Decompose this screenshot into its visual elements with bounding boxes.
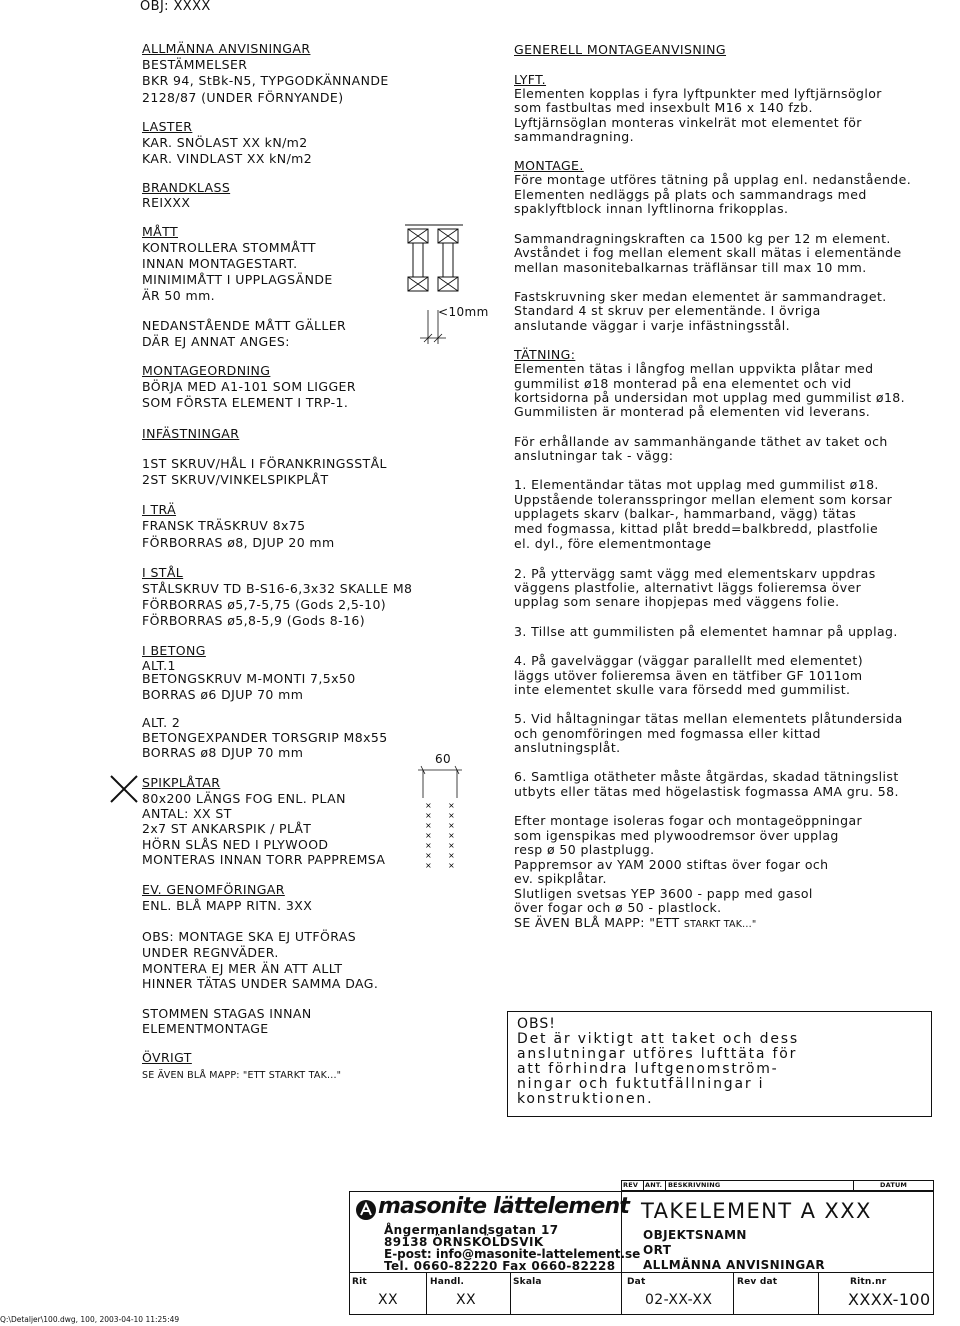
company-address: Ångermanlandsgatan 17	[384, 1223, 559, 1237]
text-line: Elementen kopplas i fyra lyftpunkter med lyftjärnsöglor	[514, 86, 882, 101]
text-line: som fastbultas med insexbult M16 x 140 fzb.	[514, 100, 813, 115]
text-line: Avståndet i fog mellan element skall mätas i elementände	[514, 245, 902, 260]
section-head-wood: I TRÄ	[142, 502, 177, 517]
text-line: upplag som senare ihopjepas med väggens folie.	[514, 594, 840, 609]
svg-text:×: ×	[448, 861, 455, 870]
obs-notice-head: OBS!	[517, 1016, 556, 1032]
text-line: REIXXX	[142, 195, 191, 210]
section-head-penetrations: EV. GENOMFÖRINGAR	[142, 882, 285, 897]
obs-notice-line: Det är viktigt att taket och dess	[517, 1031, 799, 1047]
text-line: 2x7 ST ANKARSPIK / PLÅT	[142, 821, 312, 836]
text-line: Slutligen svetsas YEP 3600 - papp med gasol	[514, 886, 813, 901]
text-line: resp ø 50 plastplugg.	[514, 842, 655, 857]
section-head-steel: I STÅL	[142, 565, 184, 580]
text-line: ALT.1	[142, 658, 176, 673]
text-line: KAR. VINDLAST XX kN/m2	[142, 151, 313, 166]
text-line: ev. spikplåtar.	[514, 871, 607, 886]
text-line: BORRAS ø8 DJUP 70 mm	[142, 745, 304, 760]
ant-label: ANT.	[645, 1181, 663, 1189]
object-name: OBJEKTSNAMN	[643, 1228, 747, 1242]
text-line: BORRAS ø6 DJUP 70 mm	[142, 687, 304, 702]
text-line: 6. Samtliga otätheter måste åtgärdas, skadad tätningslist	[514, 769, 899, 784]
text-line: anslutande väggar i varje infästningsstål.	[514, 318, 791, 333]
description-label: BESKRIVNING	[668, 1181, 721, 1189]
text-line: anslutningar tak - vägg:	[514, 448, 674, 463]
drawing-title: TAKELEMENT A XXX	[641, 1199, 872, 1223]
text-line: FÖRBORRAS ø5,7-5,75 (Gods 2,5-10)	[142, 597, 387, 612]
svg-text:×: ×	[425, 861, 432, 870]
section-head-nail-plates: SPIKPLÅTAR	[142, 775, 221, 790]
text-line: STOMMEN STAGAS INNAN	[142, 1006, 312, 1021]
svg-text:×: ×	[425, 821, 432, 830]
text-line: 5. Vid håltagningar tätas mellan elementets plåtundersida	[514, 711, 903, 726]
text-line: BESTÄMMELSER	[142, 57, 248, 72]
text-line: 2. På yttervägg samt vägg med elementskarv uppdras	[514, 566, 876, 581]
text-line: MINIMIMÅTT I UPPLAGSÄNDE	[142, 272, 333, 287]
scale-label: Skala	[513, 1277, 542, 1287]
drawing-number-value: XXXX-100	[848, 1290, 931, 1309]
rev-date-label: Rev dat	[737, 1277, 778, 1287]
text-line: BKR 94, StBk-N5, TYPGODKÄNNANDE	[142, 73, 389, 88]
drawing-subtitle: ALLMÄNNA ANVISNINGAR	[643, 1258, 826, 1272]
section-head-sealing: TÄTNING:	[514, 347, 576, 362]
section-head-lifting: LYFT.	[514, 72, 547, 87]
text-line: el. dyl., före elementmontage	[514, 536, 712, 551]
joint-gap-sketch	[400, 222, 490, 347]
text-line: 2ST SKRUV/VINKELSPIKPLÅT	[142, 472, 329, 487]
section-head-general: ALLMÄNNA ANVISNINGAR	[142, 41, 311, 56]
gap-dimension-label: <10mm	[438, 305, 489, 319]
obs-notice-line: anslutningar utföres lufttäta för	[517, 1046, 798, 1062]
svg-text:×: ×	[448, 821, 455, 830]
rev-label: REV	[623, 1181, 639, 1189]
text-line: Efter montage isoleras fogar och montageöppningar	[514, 813, 863, 828]
text-line: UNDER REGNVÄDER.	[142, 945, 279, 960]
see-also-title: STARKT TAK..."	[683, 919, 757, 930]
nail-plate-sketch	[412, 768, 472, 878]
text-line: 4. På gavelväggar (väggar parallellt med elementet)	[514, 653, 863, 668]
text-line: OBS: MONTAGE SKA EJ UTFÖRAS	[142, 929, 357, 944]
text-line: ALT. 2	[142, 715, 181, 730]
text-line: Sammandragningskraften ca 1500 kg per 12 m element.	[514, 231, 891, 246]
text-line: KAR. SNÖLAST XX kN/m2	[142, 135, 308, 150]
text-line: För erhållande av sammanhängande täthet av taket och	[514, 434, 888, 449]
text-line: 80x200 LÄNGS FOG ENL. PLAN	[142, 791, 346, 806]
text-line: ENL. BLÅ MAPP RITN. 3XX	[142, 898, 313, 913]
text-line: Standard 4 st skruv per elementände. I övriga	[514, 303, 821, 318]
text-line: Lyftjärnsöglan monteras vinkelrät mot elementet för	[514, 115, 862, 130]
section-head-other: ÖVRIGT	[142, 1050, 192, 1065]
text-line: BETONGSKRUV M-MONTI 7,5x50	[142, 671, 356, 686]
section-head-concrete: I BETONG	[142, 643, 206, 658]
text-line: sammandragning.	[514, 129, 635, 144]
text-line: STÅLSKRUV TD B-S16-6,3x32 SKALLE M8	[142, 581, 413, 596]
handled-by-value: XX	[456, 1292, 476, 1308]
date-label: DATUM	[880, 1181, 908, 1189]
text-line: BETONGEXPANDER TORSGRIP M8x55	[142, 730, 388, 745]
text-line: Gummilisten är monterad på elementen vid leverans.	[514, 404, 871, 419]
text-line: DÄR EJ ANNAT ANGES:	[142, 334, 290, 349]
section-head-assembly-order: MONTAGEORDNING	[142, 363, 271, 378]
company-phone: Tel. 0660-82220 Fax 0660-82228	[384, 1259, 616, 1273]
text-line: anslutningsplåt.	[514, 740, 621, 755]
section-head-fireclass: BRANDKLASS	[142, 180, 231, 195]
cross-marker-icon	[110, 775, 138, 803]
svg-text:×: ×	[448, 831, 455, 840]
text-line: ANTAL: XX ST	[142, 806, 232, 821]
text-line: kortsidorna på undersidan mot upplag med gummilist ø18.	[514, 390, 906, 405]
date-field-label: Dat	[627, 1277, 646, 1287]
place: ORT	[643, 1243, 672, 1257]
text-line: Elementen nedläggs på plats och sammandrags med	[514, 187, 867, 202]
text-line: 1ST SKRUV/HÅL I FÖRANKRINGSSTÅL	[142, 456, 387, 471]
text-line: SE ÄVEN BLÅ MAPP: "ETT STARKT TAK..."	[142, 1070, 342, 1081]
text-line: gummilist ø18 monterad på ena elementet och vid	[514, 376, 852, 391]
text-line: FRANSK TRÄSKRUV 8x75	[142, 518, 306, 533]
text-line: 3. Tillse att gummilisten på elementet hamnar på upplag.	[514, 624, 898, 639]
handled-by-label: Handl.	[430, 1277, 465, 1287]
text-line: HÖRN SLÅS NED I PLYWOOD	[142, 837, 329, 852]
text-line: med fogmassa, kittad plåt bredd=balkbredd, plastfolie	[514, 521, 879, 536]
object-label: OBJ: XXXX	[140, 0, 211, 14]
section-head-dimensions: MÅTT	[142, 224, 178, 239]
text-line	[514, 915, 756, 933]
svg-text:×: ×	[425, 831, 432, 840]
obs-notice-line: ningar och fuktutfällningar i	[517, 1076, 765, 1092]
company-email: E-post: info@masonite-lattelement.se	[384, 1247, 641, 1261]
text-line: NEDANSTÅENDE MÅTT GÄLLER	[142, 318, 347, 333]
text-line: mellan masonitebalkarnas träflänsar till max 10 mm.	[514, 260, 867, 275]
section-head-fastenings: INFÄSTNINGAR	[142, 426, 240, 441]
svg-text:×: ×	[448, 841, 455, 850]
svg-text:×: ×	[448, 801, 455, 810]
text-line: BÖRJA MED A1-101 SOM LIGGER	[142, 379, 356, 394]
company-logo-icon	[355, 1199, 377, 1221]
text-line: MONTERA EJ MER ÄN ATT ALLT	[142, 961, 343, 976]
text-line: utbyts eller tätas med högelastisk fogmassa AMA gru. 58.	[514, 784, 899, 799]
text-line: Före montage utföres tätning på upplag enl. nedanstående.	[514, 172, 912, 187]
text-line: SOM FÖRSTA ELEMENT I TRP-1.	[142, 395, 349, 410]
text-line: ÄR 50 mm.	[142, 288, 216, 303]
obs-notice-line: att förhindra luftgenomström-	[517, 1061, 779, 1077]
section-head-general-assembly: GENERELL MONTAGEANVISNING	[514, 42, 727, 57]
drawing-number-label: Ritn.nr	[850, 1277, 887, 1287]
svg-text:×: ×	[425, 851, 432, 860]
text-line: FÖRBORRAS ø5,8-5,9 (Gods 8-16)	[142, 613, 365, 628]
text-line: och genomföringen med fogmassa eller kittad	[514, 726, 821, 741]
text-line: KONTROLLERA STOMMÅTT	[142, 240, 316, 255]
svg-text:×: ×	[448, 851, 455, 860]
text-line: MONTERAS INNAN TORR PAPPREMSA	[142, 852, 386, 867]
svg-text:×: ×	[425, 841, 432, 850]
company-name: masonite lättelement	[378, 1194, 630, 1219]
text-line: ELEMENTMONTAGE	[142, 1021, 269, 1036]
text-line: HINNER TÄTAS UNDER SAMMA DAG.	[142, 976, 379, 991]
drawn-by-label: Rit	[352, 1277, 367, 1287]
text-line: FÖRBORRAS ø8, DJUP 20 mm	[142, 535, 335, 550]
text-line: Pappremsor av YAM 2000 stiftas över fogar och	[514, 857, 829, 872]
plate-width-label: 60	[435, 752, 452, 766]
text-line: Fastskruvning sker medan elementet är sammandraget.	[514, 289, 887, 304]
obs-notice-line: konstruktionen.	[517, 1091, 654, 1107]
text-line: Elementen tätas i långfog mellan uppvikta plåtar med	[514, 361, 874, 376]
text-line: 1. Elementändar tätas mot upplag med gummilist ø18.	[514, 477, 879, 492]
text-line: 2128/87 (UNDER FÖRNYANDE)	[142, 90, 344, 105]
file-path: Q:\Detaljer\100.dwg, 100, 2003-04-10 11:25:49	[0, 1315, 180, 1324]
svg-text:×: ×	[448, 811, 455, 820]
text-line: inte elementet skulle vara försedd med gummilist.	[514, 682, 851, 697]
see-also-text: SE ÄVEN BLÅ MAPP: "ETT	[514, 915, 684, 930]
text-line: INNAN MONTAGESTART.	[142, 256, 298, 271]
text-line: Uppstående toleransspringor mellan element som korsar	[514, 492, 893, 507]
svg-text:×: ×	[425, 811, 432, 820]
svg-text:×: ×	[425, 801, 432, 810]
text-line: upplagets skarv (balkar-, hammarband, vägg) tätas	[514, 506, 857, 521]
text-line: spaklyftblock innan lyftlinorna frikopplas.	[514, 201, 789, 216]
company-address: 89138 ÖRNSKÖLDSVIK	[384, 1235, 544, 1249]
text-line: väggens plastfolie, alternativt läggs folieremsa över	[514, 580, 862, 595]
text-line: över fogar och ø 50 - plastlock.	[514, 900, 722, 915]
section-head-assembly: MONTAGE.	[514, 158, 584, 173]
date-value: 02-XX-XX	[645, 1292, 713, 1308]
drawn-by-value: XX	[378, 1292, 398, 1308]
text-line: som igenspikas med plywoodremsor över upplag	[514, 828, 839, 843]
section-head-loads: LASTER	[142, 119, 193, 134]
text-line: läggs utöver folieremsa även en tätfiber GF 1011om	[514, 668, 863, 683]
